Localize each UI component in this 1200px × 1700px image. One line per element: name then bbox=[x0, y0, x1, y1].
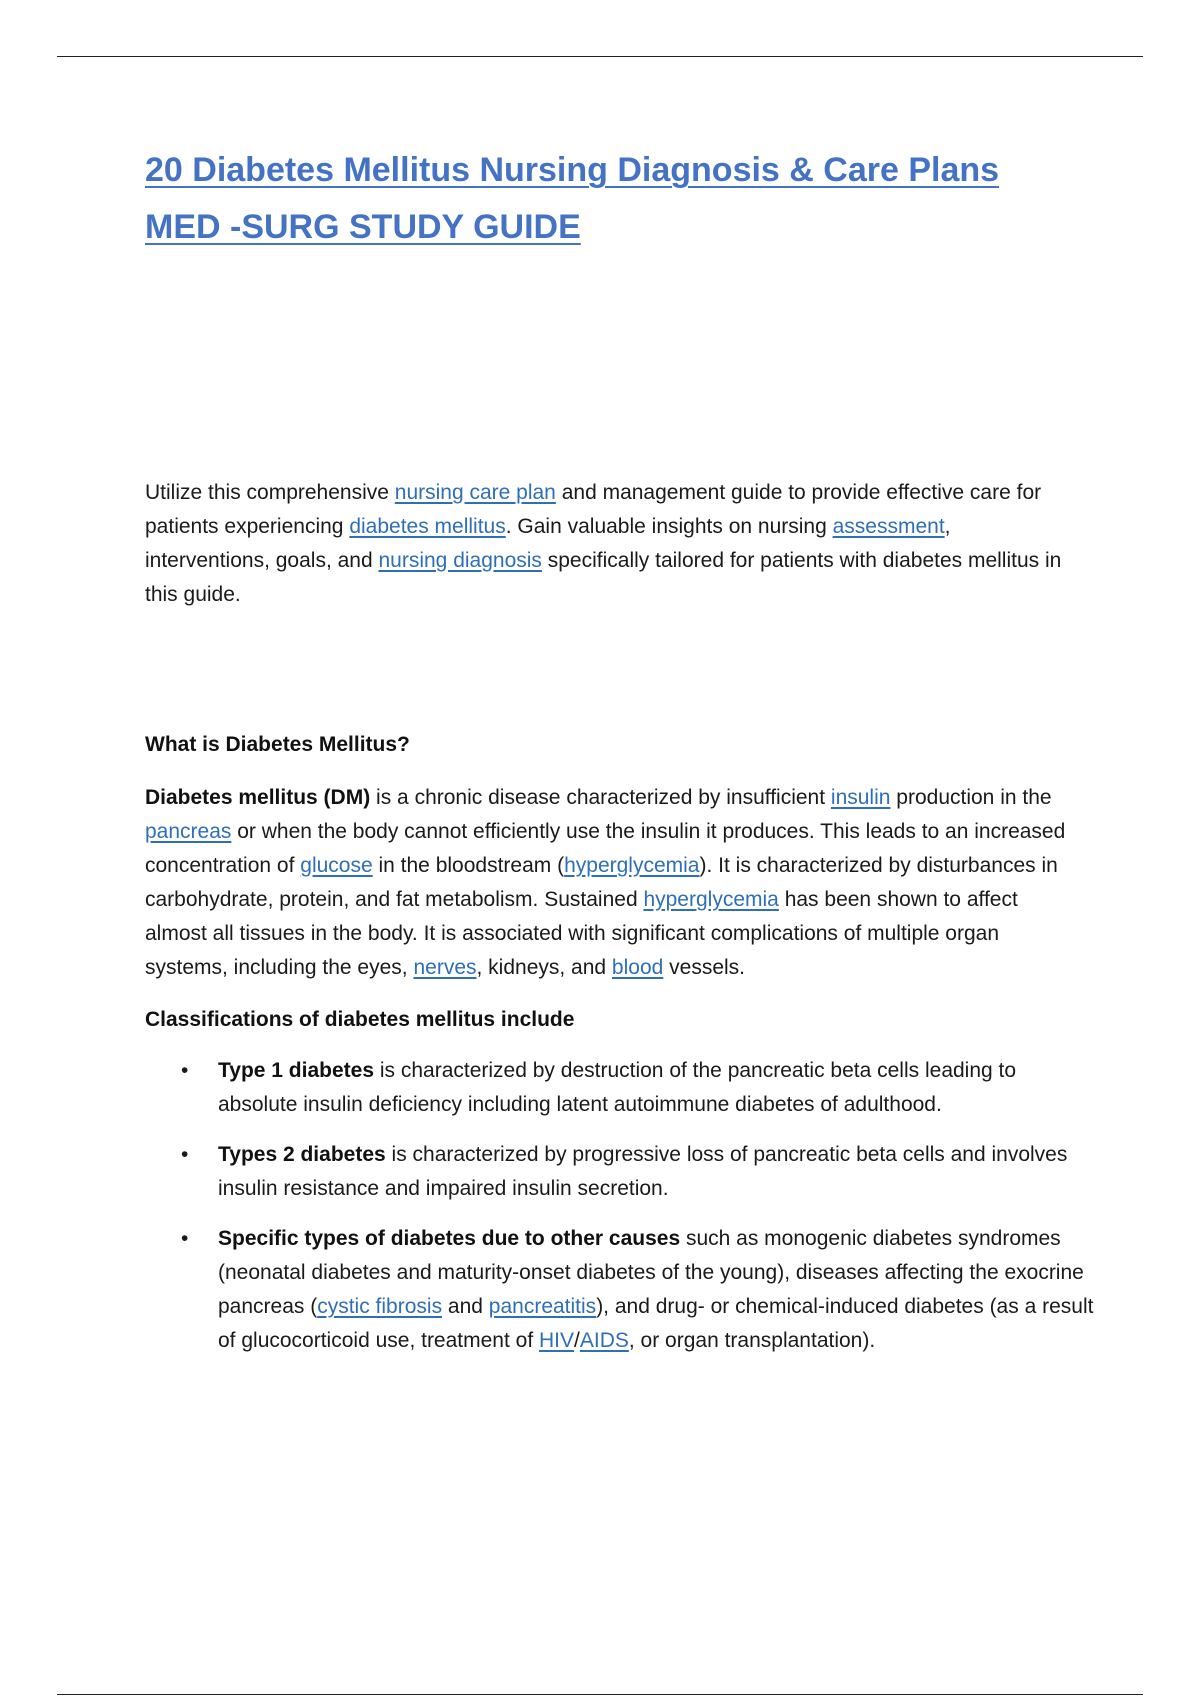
link-glucose[interactable]: glucose bbox=[300, 854, 373, 877]
list-item-type-1 bbox=[145, 1054, 1095, 1122]
intro-text: . Gain valuable insights on nursing bbox=[505, 515, 833, 538]
bullet-icon: • bbox=[181, 1227, 189, 1250]
definition-text: ). It is characterized by disturbances in carbohydrate, protein, and fat metabolism. Sustained bbox=[145, 854, 1058, 911]
list-item-term: Specific types of diabetes due to other causes bbox=[218, 1227, 681, 1250]
list-item-text: such as monogenic diabetes syndromes (neonatal diabetes and maturity-onset diabetes of the young), diseases affecting the exocrine pancreas ( bbox=[218, 1227, 1084, 1318]
bullet-icon: • bbox=[181, 1059, 189, 1082]
link-pancreas[interactable]: pancreas bbox=[145, 820, 232, 843]
intro-text: specifically tailored for patients with diabetes mellitus in this guide. bbox=[145, 549, 1062, 606]
definition-paragraph bbox=[145, 781, 1080, 985]
list-item-text: / bbox=[574, 1329, 580, 1352]
intro-text: Utilize this comprehensive bbox=[145, 481, 395, 504]
link-pancreatitis[interactable]: pancreatitis bbox=[488, 1295, 597, 1318]
section-heading-classifications: Classifications of diabetes mellitus include bbox=[145, 1008, 575, 1031]
intro-text: and management guide to provide effective care for patients experiencing bbox=[145, 481, 1042, 538]
intro-paragraph bbox=[145, 476, 1080, 612]
classification-list bbox=[145, 1054, 1095, 1374]
footer-rule bbox=[57, 1694, 1143, 1695]
list-item-text: is characterized by progressive loss of pancreatic beta cells and involves insulin resistance and impaired insulin secretion. bbox=[218, 1143, 1068, 1200]
list-item-type-2 bbox=[145, 1138, 1095, 1206]
list-item-other-causes bbox=[145, 1222, 1095, 1358]
definition-term: Diabetes mellitus (DM) bbox=[145, 786, 371, 809]
definition-text: has been shown to affect almost all tissues in the body. It is associated with significant complications of multiple organ systems, including the eyes, bbox=[145, 888, 1018, 979]
intro-text: , interventions, goals, and bbox=[145, 515, 951, 572]
definition-text: vessels. bbox=[663, 956, 746, 979]
link-hyperglycemia-2[interactable]: hyperglycemia bbox=[643, 888, 779, 911]
link-aids[interactable]: AIDS bbox=[579, 1329, 629, 1352]
link-nerves[interactable]: nerves bbox=[413, 956, 477, 979]
title-link-line-2[interactable]: MED -SURG STUDY GUIDE bbox=[145, 208, 581, 246]
section-heading-what-is: What is Diabetes Mellitus? bbox=[145, 733, 410, 756]
list-item-text: and bbox=[442, 1295, 489, 1318]
link-assessment[interactable]: assessment bbox=[832, 515, 945, 538]
link-cystic-fibrosis[interactable]: cystic fibrosis bbox=[317, 1295, 443, 1318]
header-rule bbox=[57, 56, 1143, 57]
list-item-text: is characterized by destruction of the pancreatic beta cells leading to absolute insulin deficiency including latent autoimmune diabetes of adulthood. bbox=[218, 1059, 1017, 1116]
link-nursing-diagnosis[interactable]: nursing diagnosis bbox=[378, 549, 542, 572]
bullet-icon: • bbox=[181, 1143, 189, 1166]
link-hiv[interactable]: HIV bbox=[539, 1329, 575, 1352]
link-diabetes-mellitus[interactable]: diabetes mellitus bbox=[349, 515, 506, 538]
definition-text: in the bloodstream ( bbox=[372, 854, 565, 877]
list-item-text: , or organ transplantation). bbox=[628, 1329, 876, 1352]
definition-text: production in the bbox=[890, 786, 1052, 809]
definition-text: is a chronic disease characterized by insufficient bbox=[370, 786, 831, 809]
list-item-text: ), and drug- or chemical-induced diabetes (as a result of glucocorticoid use, treatment of bbox=[218, 1295, 1094, 1352]
list-item-term: Type 1 diabetes bbox=[218, 1059, 375, 1082]
definition-text: , kidneys, and bbox=[476, 956, 612, 979]
link-hyperglycemia[interactable]: hyperglycemia bbox=[564, 854, 700, 877]
title-link-line-1[interactable]: 20 Diabetes Mellitus Nursing Diagnosis & Care Plans bbox=[145, 151, 1000, 189]
definition-text: or when the body cannot efficiently use the insulin it produces. This leads to an increased concentration of bbox=[145, 820, 1066, 877]
link-insulin[interactable]: insulin bbox=[830, 786, 891, 809]
link-nursing-care-plan[interactable]: nursing care plan bbox=[394, 481, 556, 504]
page-title bbox=[145, 142, 1105, 256]
link-blood[interactable]: blood bbox=[611, 956, 664, 979]
list-item-term: Types 2 diabetes bbox=[218, 1143, 386, 1166]
